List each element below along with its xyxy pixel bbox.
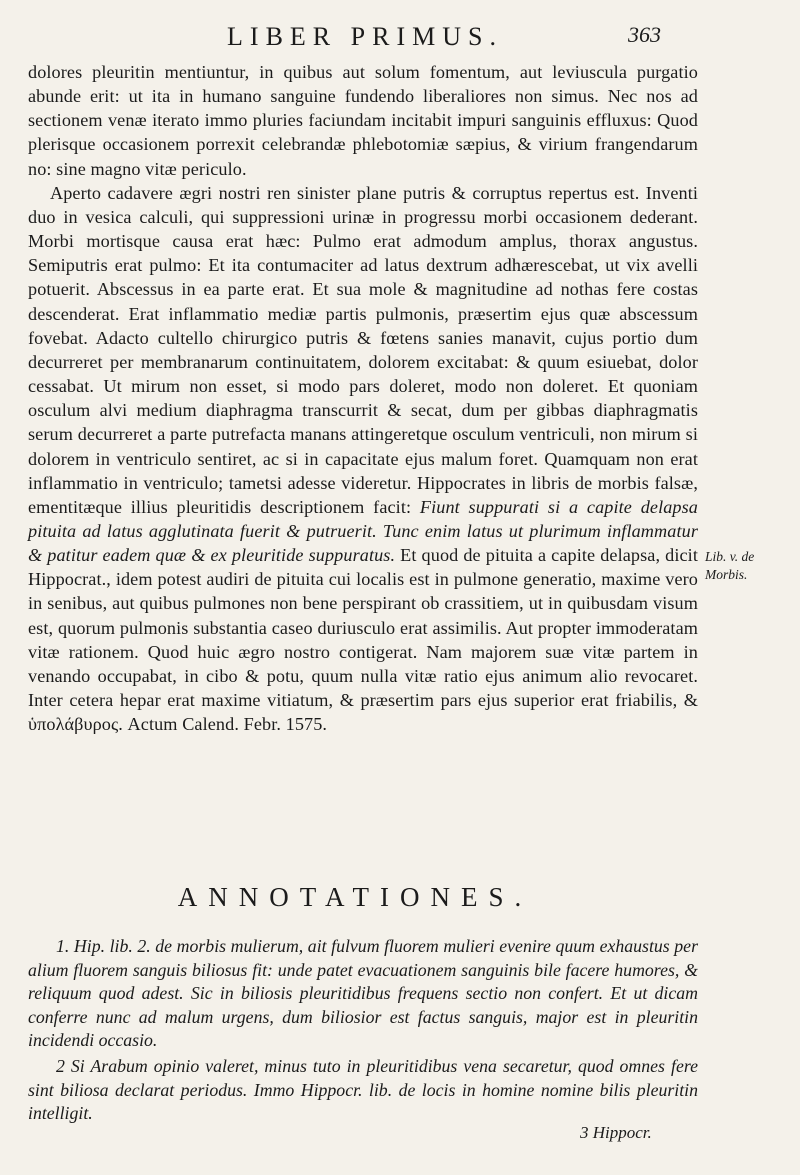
running-title: LIBER PRIMUS. <box>227 22 503 51</box>
catchword: 3 Hippocr. <box>580 1123 652 1142</box>
paragraph-autopsy <box>28 181 698 737</box>
paragraph-autopsy-text-after: Et quod de pituita a capite delapsa, dicit Hippocrat., idem potest audiri de pituita cui localis est in pulmone generatio, maxime vero in senibus, aut quibus pulmones non bene perspirant ob crassitiem, ut in quibusdam visum est, quorum pulmonis substantia caseo duriusculo erat assimilis. Aut propter immoderatam vitæ rationem. Quod huic ægro nostro contigerat. Nam majorem suæ vitæ partem in venando occupabat, in cibo & potu, quum nulla vitæ ratio ejus animum alio revocaret. Inter cetera hepar erat maxime vitiatum, & præsertim pars ejus superior erat friabilis, & ὑπολάβυρος. Actum Calend. Febr. 1575. <box>28 545 698 735</box>
paragraph-autopsy-text: Aperto cadavere ægri nostri ren sinister plane putris & corruptus repertus est. Inventi duo in vesica calculi, qui suppressioni urinæ in progressu morbi occasionem dederant. Morbi mortisque causa erat hæc: Pulmo erat admodum amplus, thorax angustus. Semiputris erat pulmo: Et ita contumaciter ad latus dextrum adhærescebat, ut vix avelli potuerit. Abscessus in ea parte erat. Et sua mole & magnitudine ad nothas fere costas descenderat. Erat inflammatio mediæ partis pulmonis, præsertim ejus quæ abscessum fovebat. Adacto cultello chirurgico putris & fœtens sanies manavit, cujus portio dum decurreret per membranarum continuitatem, dolorem excitabat: & quum esiuebat, dolor cessabat. Ut mirum non esset, si modo pars doleret, modo non doleret. Et quoniam osculum alvi medium diaphragma transcurrit & secat, dum per gibbas diaphragmatis serum decurreret a parte putrefacta manans attingeretque osculum ventriculi, non mirum si dolorem in ventriculo sentiret, ac si in capacitate ejus malum foret. Quamquam non erat inflammatio in ventriculo; tametsi adesse videretur. Hippocrates in libris de morbis falsæ, ementitæque illius pleuritidis descriptionem facit: <box>28 182 698 517</box>
margin-note: Lib. v. de Morbis. <box>705 549 755 582</box>
annotations-title: ANNOTATIONES. <box>177 882 533 912</box>
running-head <box>0 22 800 62</box>
annotation-item: 1. Hip. lib. 2. de morbis mulierum, ait fulvum fluorem mulieri evenire quum exhaustus per alium fluorem sanguis biliosus fit: unde patet evacuationem sanguinis bile facere humores, & reliquum quod adest. Sic in biliosis pleuritidibus frequens sectio non confert. Et ut dicam conferre nunc ad malum urgens, dum biliosior est factus sanguis, major est in pleuritin incidendi occasio. <box>28 936 698 1051</box>
page-number: 363 <box>628 22 661 47</box>
annotation-item: 2 Si Arabum opinio valeret, minus tuto in pleuritidibus vena secaretur, quod omnes fere sint biliosa declarat periodus. Immo Hippocr. lib. de locis in homine nomine bilis pleuritin intelligit. <box>28 1055 698 1124</box>
paragraph-continuation: dolores pleuritin mentiuntur, in quibus aut solum fomentum, aut leviuscula purgatio abunde erit: ut ita in humano sanguine fundendo liberaliores non simus. Nec nos ad sectionem venæ iterato immo pluries faciundam incitabit impuri sanguinis effluxus: Quod plerisque occasionem porrexit celebrandæ phlebotomiæ sæpius, & virium frangendarum no: sine magno vitæ periculo. <box>28 62 698 179</box>
hippocrates-quote: Fiunt suppurati si a capite delapsa pituita ad latus agglutinata fuerit & putruerit. Tunc enim latus ut plurimum inflammatur & patitur eadem quæ & ex pleuritide suppuratus. <box>28 496 698 566</box>
main-text <box>28 60 698 736</box>
annotations <box>28 935 698 1128</box>
